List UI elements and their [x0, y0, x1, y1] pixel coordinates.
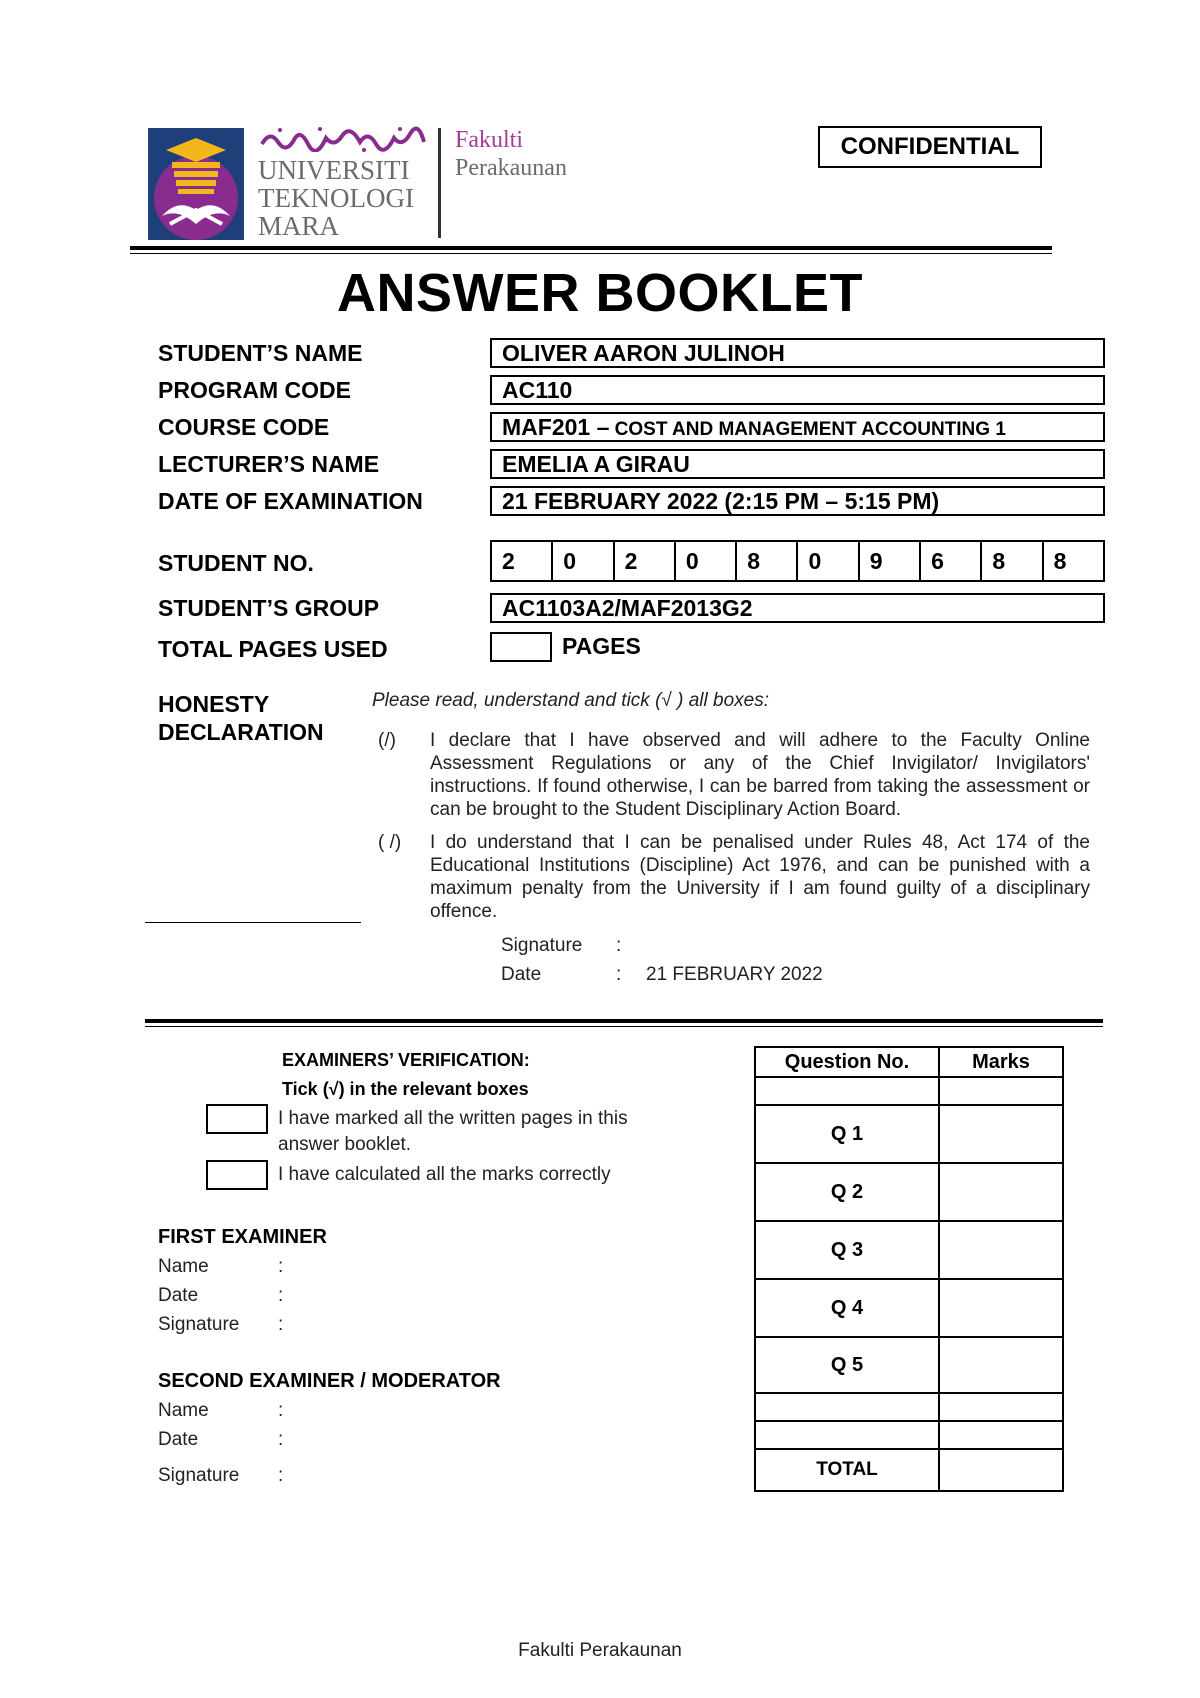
colon: :: [278, 1314, 284, 1335]
question-cell: [755, 1077, 939, 1105]
university-name-line: UNIVERSITI: [258, 155, 410, 185]
table-row: [755, 1105, 1063, 1163]
declaration-date-value[interactable]: 21 FEBRUARY 2022: [646, 964, 823, 985]
marked-pages-text: I have marked all the written pages in this answer booklet.: [278, 1108, 628, 1155]
student-group-field[interactable]: AC1103A2/MAF2013G2: [490, 593, 1105, 623]
course-title-value: COST AND MANAGEMENT ACCOUNTING 1: [609, 419, 1006, 440]
first-examiner-date-label: Date: [158, 1285, 199, 1306]
exam-date-label: DATE OF EXAMINATION: [158, 488, 423, 514]
program-code-label: PROGRAM CODE: [158, 377, 351, 403]
student-no-digit[interactable]: 8: [737, 542, 798, 580]
colon: :: [278, 1429, 284, 1450]
marks-header: Marks: [939, 1047, 1063, 1077]
declaration-date-label: Date: [501, 964, 542, 985]
total-pages-label: TOTAL PAGES USED: [158, 636, 388, 662]
course-code-value: MAF201 –: [502, 414, 610, 440]
exam-date-field[interactable]: 21 FEBRUARY 2022 (2:15 PM – 5:15 PM): [490, 486, 1105, 516]
table-row: [755, 1279, 1063, 1337]
marks-cell[interactable]: [939, 1163, 1063, 1221]
second-examiner-date-label: Date: [158, 1429, 199, 1450]
lecturer-name-label: LECTURER’S NAME: [158, 451, 380, 477]
first-examiner-signature-label: Signature: [158, 1314, 240, 1335]
student-no-digit[interactable]: 0: [676, 542, 737, 580]
marks-cell[interactable]: [939, 1077, 1063, 1105]
marked-pages-checkbox[interactable]: [206, 1104, 268, 1134]
table-header-row: [755, 1047, 1063, 1077]
uitm-logo: [148, 128, 244, 240]
course-code-field[interactable]: [490, 412, 1105, 442]
marks-table: [754, 1046, 1064, 1492]
header-rule-thin: [130, 253, 1052, 254]
lecturer-name-field[interactable]: EMELIA A GIRAU: [490, 449, 1105, 479]
declaration-text-2: I do understand that I can be penalised under Rules 48, Act 174 of the Educational Institutions (Discipline) Act 1976, and can be punished with a maximum penalty from the University if I am found guilty of a disciplinary offence.: [430, 832, 1090, 922]
marks-cell[interactable]: [939, 1337, 1063, 1393]
student-no-digit[interactable]: 0: [798, 542, 859, 580]
section-rule: [145, 1019, 1103, 1023]
question-no-header: Question No.: [755, 1047, 939, 1077]
table-row: [755, 1421, 1063, 1449]
table-row: [755, 1337, 1063, 1393]
university-name: [258, 156, 414, 240]
question-cell: [755, 1393, 939, 1421]
student-no-digit[interactable]: 2: [615, 542, 676, 580]
faculty-name-line: Fakulti: [455, 127, 524, 153]
marks-cell[interactable]: [939, 1105, 1063, 1163]
honesty-heading: [158, 690, 324, 746]
marks-cell[interactable]: [939, 1279, 1063, 1337]
question-cell: Q 1: [755, 1105, 939, 1163]
student-no-digit[interactable]: 8: [1053, 548, 1067, 574]
question-cell: Q 4: [755, 1279, 939, 1337]
marks-cell[interactable]: [939, 1221, 1063, 1279]
total-row: [755, 1449, 1063, 1491]
question-cell: Q 2: [755, 1163, 939, 1221]
colon: :: [616, 964, 622, 985]
examiners-verification-instruction: Tick (√) in the relevant boxes: [282, 1079, 529, 1099]
page-footer: Fakulti Perakaunan: [518, 1640, 682, 1661]
declaration-instruction: Please read, understand and tick (√ ) all boxes:: [372, 690, 769, 711]
marks-calculated-checkbox[interactable]: [206, 1160, 268, 1190]
second-examiner-name-label: Name: [158, 1400, 209, 1421]
marks-calculated-text: I have calculated all the marks correctly: [278, 1164, 611, 1185]
question-cell: Q 5: [755, 1337, 939, 1393]
colon: :: [616, 935, 622, 956]
declaration-text-1: I declare that I have observed and will adhere to the Faculty Online Assessment Regulations or any of the Chief Invigilator/ Invigilators' instructions. If found otherwise, I can be barred from taking the assessment or can be brought to the Student Disciplinary Action Board.: [430, 730, 1090, 820]
honesty-heading-line: DECLARATION: [158, 719, 324, 745]
student-name-label: STUDENT’S NAME: [158, 340, 363, 366]
colon: :: [278, 1465, 284, 1486]
university-name-line: TEKNOLOGI: [258, 183, 414, 213]
faculty-name: [455, 126, 567, 182]
header-rule: [130, 246, 1052, 250]
second-examiner-heading: SECOND EXAMINER / MODERATOR: [158, 1370, 501, 1392]
examiners-verification-title: EXAMINERS’ VERIFICATION:: [282, 1050, 530, 1070]
student-group-label: STUDENT’S GROUP: [158, 595, 380, 621]
section-rule-thin: [145, 1026, 1103, 1027]
table-row: [755, 1077, 1063, 1105]
question-cell: [755, 1421, 939, 1449]
table-row: [755, 1221, 1063, 1279]
colon: :: [278, 1285, 284, 1306]
student-signature-label: Signature: [501, 935, 583, 956]
total-label: TOTAL: [755, 1449, 939, 1491]
header-divider: [438, 128, 441, 238]
student-no-digit[interactable]: 9: [860, 542, 921, 580]
total-pages-field[interactable]: [490, 632, 552, 662]
course-code-label: COURSE CODE: [158, 414, 330, 440]
pages-unit-label: PAGES: [562, 633, 641, 659]
confidential-stamp: CONFIDENTIAL: [818, 126, 1042, 168]
declaration-tick-1[interactable]: (/): [378, 730, 396, 751]
first-examiner-name-label: Name: [158, 1256, 209, 1277]
total-marks-cell[interactable]: [939, 1449, 1063, 1491]
program-code-field[interactable]: AC110: [490, 375, 1105, 405]
honesty-heading-line: HONESTY: [158, 691, 270, 717]
first-examiner-heading: FIRST EXAMINER: [158, 1226, 327, 1248]
colon: :: [278, 1400, 284, 1421]
marks-cell[interactable]: [939, 1393, 1063, 1421]
page-title: ANSWER BOOKLET: [337, 263, 863, 323]
question-cell: Q 3: [755, 1221, 939, 1279]
university-name-line: MARA: [258, 211, 340, 241]
table-row: [755, 1163, 1063, 1221]
student-no-digit[interactable]: 0: [553, 542, 614, 580]
marks-cell[interactable]: [939, 1421, 1063, 1449]
faculty-name-line: Perakaunan: [455, 155, 567, 181]
jawi-script-logo: [260, 124, 426, 152]
student-no-field[interactable]: [490, 540, 1105, 582]
table-row: [755, 1393, 1063, 1421]
student-no-digit[interactable]: 2: [492, 542, 553, 580]
declaration-tick-2[interactable]: ( /): [378, 832, 402, 853]
student-no-digit[interactable]: 8: [982, 542, 1043, 580]
student-name-field[interactable]: OLIVER AARON JULINOH: [490, 338, 1105, 368]
student-no-digit[interactable]: 6: [921, 542, 982, 580]
signature-line: [145, 922, 361, 923]
second-examiner-signature-label: Signature: [158, 1465, 240, 1486]
colon: :: [278, 1256, 284, 1277]
student-no-label: STUDENT NO.: [158, 550, 314, 576]
